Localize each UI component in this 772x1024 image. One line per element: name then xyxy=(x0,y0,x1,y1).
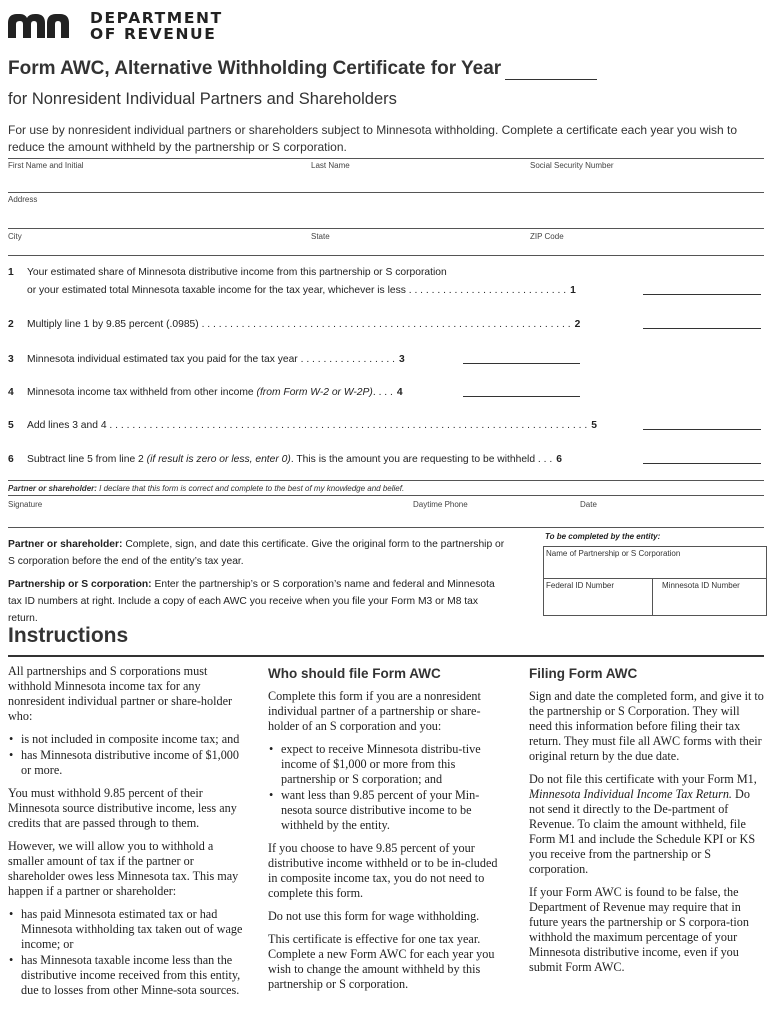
first-name-field[interactable]: First Name and Initial xyxy=(8,161,84,170)
line-5-number: 5 xyxy=(8,420,14,431)
section-divider xyxy=(8,495,764,496)
logo-line-1: DEPARTMENT xyxy=(90,9,223,27)
instructions-column-1 xyxy=(8,664,248,1006)
daytime-phone-field[interactable]: Daytime Phone xyxy=(413,500,468,509)
entity-name-field[interactable]: Name of Partnership or S Corporation xyxy=(546,549,681,558)
line-2-label xyxy=(8,318,580,331)
list-item: • is not included in composite income tax; and xyxy=(8,732,248,747)
line-4-text-b: (from Form W-2 or W-2P) xyxy=(256,387,373,398)
declaration-text: I declare that this form is correct and complete to the best of my knowledge and belief. xyxy=(96,484,405,493)
line-6-input[interactable] xyxy=(643,463,761,464)
paragraph: Do not use this form for wage withholding. xyxy=(268,909,480,923)
list-item: • has Minnesota distributive income of $1,000 or more. xyxy=(8,748,248,778)
line-6-text-b: (if result is zero or less, enter 0) xyxy=(146,454,291,465)
section-divider xyxy=(8,527,764,528)
line-3-text: Minnesota individual estimated tax you paid for the tax year . . . . . . . . . . . . . . . . . xyxy=(27,354,395,365)
list-item: • has Minnesota taxable income less than the distributive income received from this entity, due to losses from other Minne-sota sources. xyxy=(8,953,248,998)
column-heading: Filing Form AWC xyxy=(529,666,638,681)
form-name: Minnesota Individual Income Tax Return. xyxy=(529,787,732,801)
entity-note xyxy=(8,576,508,627)
line-5-ref: 5 xyxy=(591,420,597,431)
line-3-label xyxy=(8,353,405,366)
line-6-text-c: . This is the amount you are requesting to be withheld . . . xyxy=(290,454,553,465)
partner-note-text: Complete, sign, and date this certificate. Give the original form to the partnership or S corporation before the end of the entity’s tax year. xyxy=(8,539,505,567)
field-divider xyxy=(8,192,764,193)
line-2-number: 2 xyxy=(8,319,14,330)
line-5-label xyxy=(8,419,597,432)
paragraph-part: Do not file this certificate with your Form M1, xyxy=(529,772,757,786)
state-field[interactable]: State xyxy=(311,232,330,241)
paragraph: This certificate is effective for one tax year. Complete a new Form AWC for each year you wish to change the amount withheld by this partnership or S corporation. xyxy=(268,932,495,991)
zip-field[interactable]: ZIP Code xyxy=(530,232,564,241)
minnesota-id-field[interactable]: Minnesota ID Number xyxy=(662,581,740,590)
paragraph-part: Do not send it directly to the De-partment of Revenue. To claim the amount withheld, file Form M1 and include the Schedule KPI or KS you receive from the partnership or S corporation. xyxy=(529,787,756,876)
paragraph: Complete this form if you are a nonresident individual partner of a partnership or share-holder of an S corporation and you: xyxy=(268,689,481,733)
mn-logo-icon xyxy=(8,14,81,38)
year-field[interactable] xyxy=(505,63,597,80)
department-of-revenue-logo xyxy=(8,10,223,42)
ssn-field[interactable]: Social Security Number xyxy=(530,161,614,170)
instructions-title: Instructions xyxy=(8,624,129,647)
line-1-label-cont xyxy=(8,284,576,297)
line-6-text-a: Subtract line 5 from line 2 xyxy=(27,454,144,465)
line-3-ref: 3 xyxy=(399,354,405,365)
line-1-label xyxy=(8,266,447,279)
line-1-number: 1 xyxy=(8,267,14,278)
bullet-list xyxy=(8,732,248,778)
city-field[interactable]: City xyxy=(8,232,22,241)
list-item: • expect to receive Minnesota distribu-tive income of $1,000 or more from this partnership or S corporation; and xyxy=(268,742,504,787)
federal-id-field[interactable]: Federal ID Number xyxy=(546,581,615,590)
paragraph: If your Form AWC is found to be false, the Department of Revenue may require that in future years the partnership or S corpora-tion withhold the maximum percentage of your Minnesota distributive income, even if you submit Form AWC. xyxy=(529,885,749,974)
declaration-lead: Partner or shareholder: xyxy=(8,484,97,493)
signature-field[interactable]: Signature xyxy=(8,500,43,509)
line-4-input[interactable] xyxy=(463,396,580,397)
entity-note-text: Enter the partnership’s or S corporation’s name and federal and Minnesota tax ID numbers at right. Include a copy of each AWC you receive when you file your Form M3 or M8 tax return. xyxy=(8,579,495,624)
section-divider xyxy=(8,480,764,481)
form-intro: For use by nonresident individual partners or shareholders subject to Minnesota withholding. Complete a certificate each year you wish to reduce the amount withheld by the partnership or S corporation. xyxy=(8,123,738,154)
line-5-text: Add lines 3 and 4 . . . . . . . . . . . . . . . . . . . . . . . . . . . . . . . . . . . . . . . . . . . . . . . . . . . . . . . . . . . . . . . . . . . . . . . . . . . . . . . . . . . . xyxy=(27,420,588,431)
line-1-text-b: or your estimated total Minnesota taxable income for the tax year, whichever is less . . . . . . . . . . . . . . . . . . . . . . . . . . . . xyxy=(27,285,567,296)
bullet-list xyxy=(268,742,504,833)
line-1-ref: 1 xyxy=(570,285,576,296)
form-title-text: Form AWC, Alternative Withholding Certificate for Year xyxy=(8,58,502,79)
line-2-text: Multiply line 1 by 9.85 percent (.0985) . . . . . . . . . . . . . . . . . . . . . . . . . . . . . . . . . . . . . . . . . . . . . . . . . . . . . . . . . . . . . . . . . xyxy=(27,319,571,330)
line-4-ref: 4 xyxy=(396,387,403,398)
form-subtitle: for Nonresident Individual Partners and Shareholders xyxy=(8,90,397,108)
line-4-number: 4 xyxy=(8,387,14,398)
paragraph: All partnerships and S corporations must withhold Minnesota income tax for any nonresident individual partner or share-holder who: xyxy=(8,664,233,723)
instructions-column-3 xyxy=(529,664,765,983)
line-3-number: 3 xyxy=(8,354,14,365)
paragraph: You must withhold 9.85 percent of their Minnesota source distributive income, less any credits that are passed through to them. xyxy=(8,786,237,830)
partner-note-lead: Partner or shareholder: xyxy=(8,539,123,550)
line-4-label xyxy=(8,386,403,399)
logo-line-2: OF REVENUE xyxy=(90,25,217,43)
entity-note-lead: Partnership or S corporation: xyxy=(8,579,152,590)
field-divider xyxy=(8,255,764,256)
line-6-ref: 6 xyxy=(556,454,562,465)
line-4-text-a: Minnesota income tax withheld from other income xyxy=(27,387,254,398)
instructions-column-2 xyxy=(268,664,504,1000)
entity-box-heading: To be completed by the entity: xyxy=(545,532,661,541)
date-field[interactable]: Date xyxy=(580,500,597,509)
line-6-number: 6 xyxy=(8,454,14,465)
line-2-input[interactable] xyxy=(643,328,761,329)
form-title xyxy=(8,58,597,80)
paragraph xyxy=(529,772,765,877)
line-2-ref: 2 xyxy=(574,319,581,330)
list-item: • has paid Minnesota estimated tax or had Minnesota withholding tax taken out of wage income; or xyxy=(8,907,248,952)
entity-id-divider xyxy=(652,579,653,616)
address-field[interactable]: Address xyxy=(8,195,38,204)
last-name-field[interactable]: Last Name xyxy=(311,161,350,170)
entity-box xyxy=(543,546,767,616)
line-4-text-c: . . . . xyxy=(372,387,393,398)
paragraph: However, we will allow you to withhold a smaller amount of tax if the partner or shareholder owes less Minnesota tax. This may happen if a partner or shareholder: xyxy=(8,839,239,898)
line-6-label xyxy=(8,453,562,466)
column-heading: Who should file Form AWC xyxy=(268,666,441,681)
instructions-divider xyxy=(8,655,764,657)
line-1-text-a: Your estimated share of Minnesota distributive income from this partnership or S corporation xyxy=(27,267,447,278)
paragraph: If you choose to have 9.85 percent of your distributive income withheld or to be in-cluded in composite income tax, you do not need to complete this form. xyxy=(268,841,498,900)
declaration xyxy=(8,484,404,493)
line-5-input[interactable] xyxy=(643,429,761,430)
paragraph: Sign and date the completed form, and give it to the partnership or S Corporation. They will need this information before filing their tax return. They must file all AWC forms with their original return by the due date. xyxy=(529,689,764,763)
logo-text xyxy=(90,10,223,42)
list-item: • want less than 9.85 percent of your Min-nesota source distributive income to be withheld by the entity. xyxy=(268,788,504,833)
partner-note xyxy=(8,536,508,570)
field-divider xyxy=(8,158,764,159)
line-3-input[interactable] xyxy=(463,363,580,364)
field-divider xyxy=(8,228,764,229)
line-1-input[interactable] xyxy=(643,294,761,295)
bullet-list xyxy=(8,907,248,998)
